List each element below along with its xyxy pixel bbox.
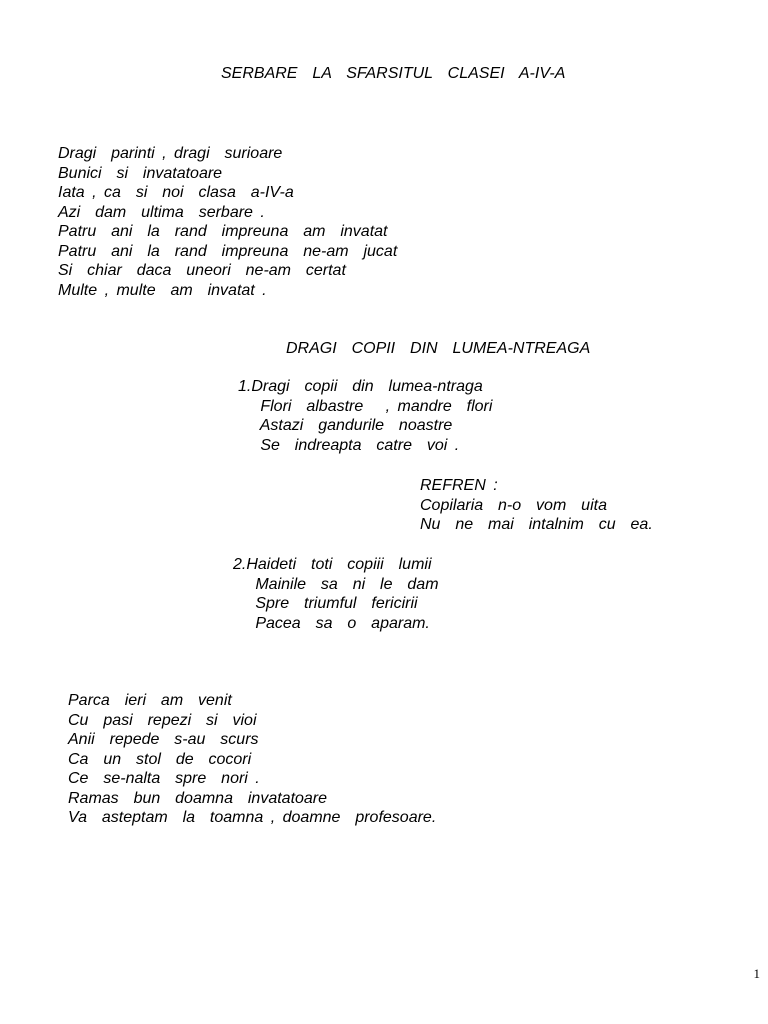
verse-line: Pacea sa o aparam. — [233, 614, 430, 632]
closing-line: Va asteptam la toamna , doamne profesoare. — [68, 809, 437, 826]
page-number: 1 — [753, 966, 760, 981]
song-refrain — [420, 476, 653, 535]
closing-line: Ca un stol de cocori — [68, 750, 252, 768]
closing-line: Anii repede s-au scurs — [68, 731, 259, 748]
document-title: SERBARE LA SFARSITUL CLASEI A-IV-A — [221, 65, 566, 82]
verse-line: 2.Haideti toti copiii lumii — [233, 556, 432, 573]
refrain-line: REFREN : — [420, 477, 498, 494]
intro-stanza — [58, 144, 397, 300]
intro-line: Dragi parinti , dragi surioare — [58, 145, 283, 162]
verse-line: Flori albastre , mandre flori — [238, 397, 493, 415]
song-verse-1 — [238, 377, 492, 455]
closing-line: Ce se-nalta spre nori . — [68, 770, 260, 787]
intro-line: Bunici si invatatoare — [58, 164, 223, 182]
refrain-line: Copilaria n-o vom uita — [420, 496, 607, 514]
intro-line: Multe , multe am invatat . — [58, 281, 267, 299]
closing-stanza — [68, 691, 436, 828]
closing-line: Parca ieri am venit — [68, 692, 232, 709]
verse-line: 1.Dragi copii din lumea-ntraga — [238, 378, 483, 395]
closing-line: Cu pasi repezi si vioi — [68, 711, 257, 729]
intro-line: Azi dam ultima serbare . — [58, 203, 265, 221]
verse-line: Se indreapta catre voi . — [238, 436, 460, 454]
verse-line: Mainile sa ni le dam — [233, 575, 439, 593]
closing-line: Ramas bun doamna invatatoare — [68, 789, 328, 807]
intro-line: Iata , ca si noi clasa a-IV-a — [58, 184, 294, 201]
intro-line: Si chiar daca uneori ne-am certat — [58, 262, 346, 279]
verse-line: Spre triumful fericirii — [233, 595, 418, 612]
refrain-line: Nu ne mai intalnim cu ea. — [420, 516, 653, 533]
song-verse-2 — [233, 555, 439, 633]
intro-line: Patru ani la rand impreuna am invatat — [58, 223, 388, 240]
intro-line: Patru ani la rand impreuna ne-am jucat — [58, 242, 398, 260]
song-title: DRAGI COPII DIN LUMEA-NTREAGA — [286, 340, 591, 357]
verse-line: Astazi gandurile noastre — [238, 417, 453, 434]
